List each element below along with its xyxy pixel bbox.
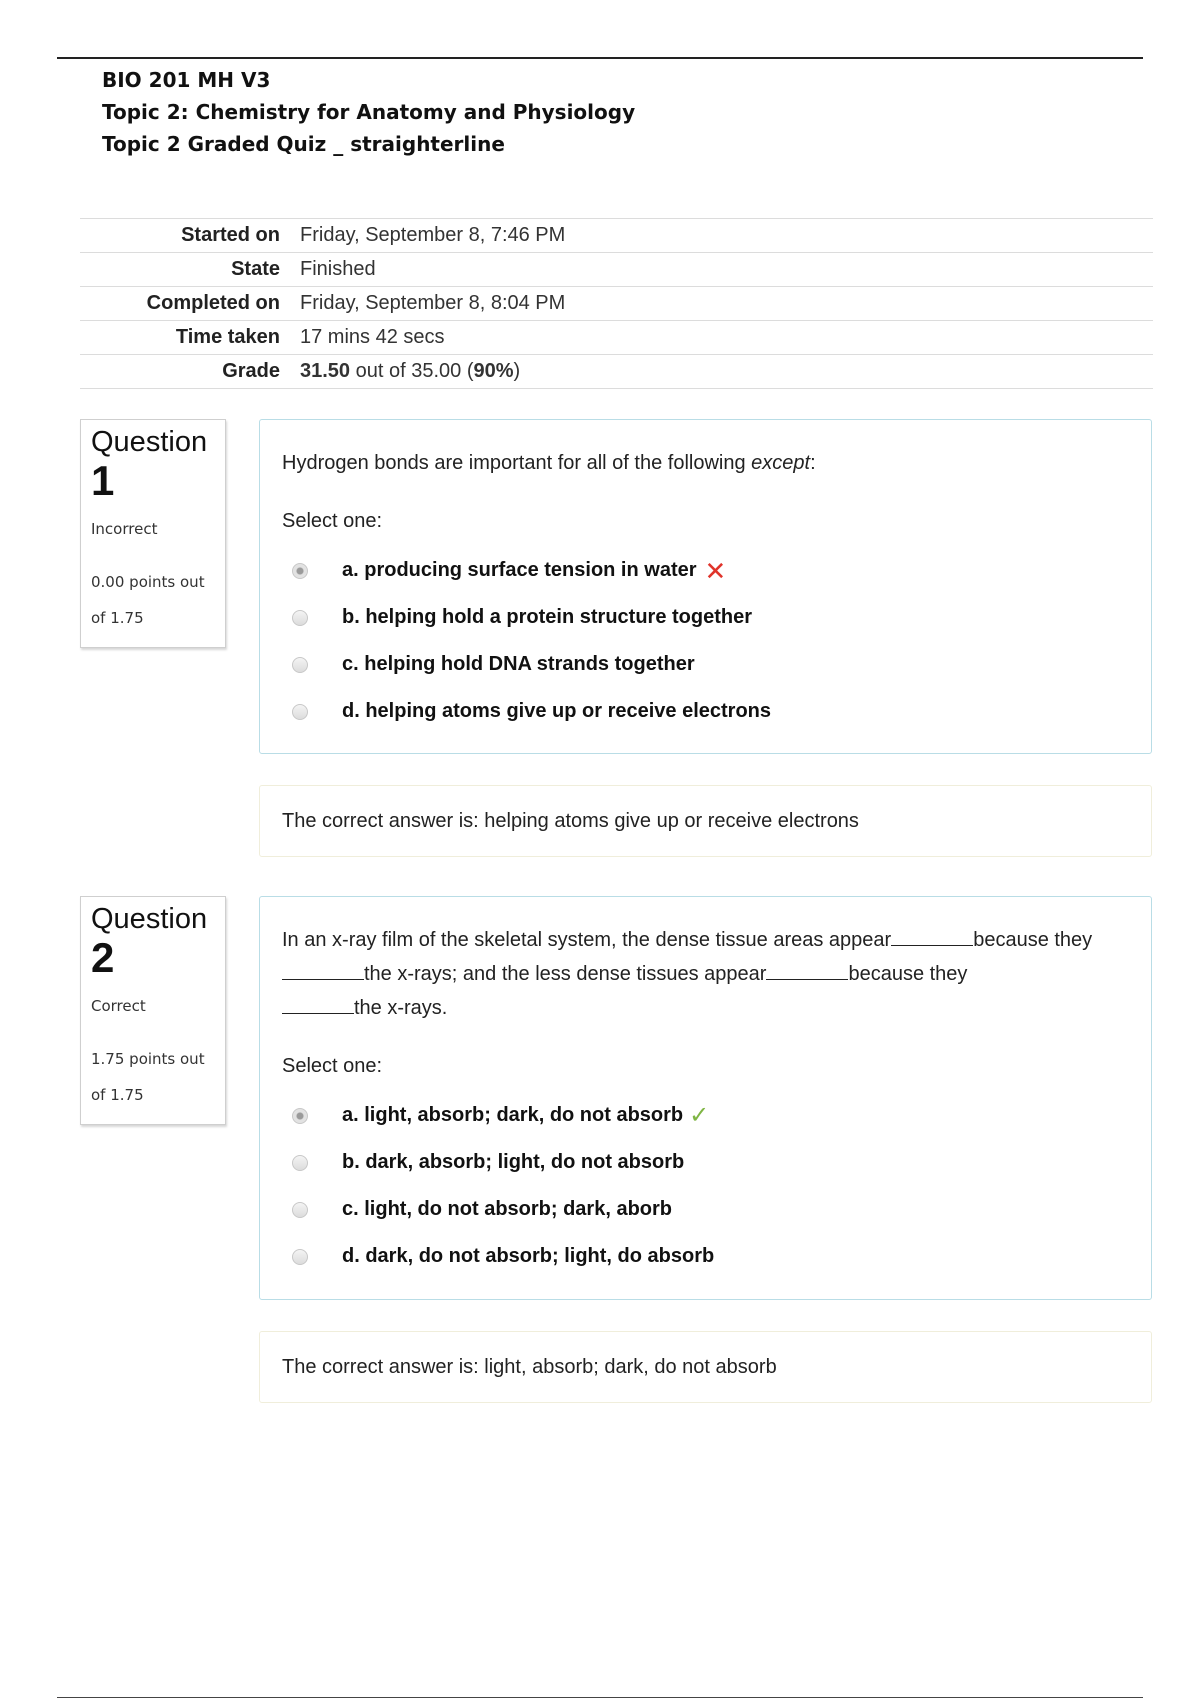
summary-row-started [80, 219, 1153, 253]
option-label: b. dark, absorb; light, do not absorb [342, 1151, 685, 1173]
question-2-number: 2 [91, 934, 115, 981]
blank-line [282, 959, 364, 980]
radio-button[interactable] [292, 1108, 308, 1124]
question-1-text [282, 446, 1129, 480]
top-rule [57, 57, 1143, 59]
blank-line [282, 993, 354, 1014]
option-label: b. helping hold a protein structure together [342, 606, 753, 628]
question-2-option-c[interactable] [282, 1186, 1129, 1233]
question-2-info [80, 896, 226, 1125]
question-1-text-main: Hydrogen bonds are important for all of the following [282, 452, 752, 474]
question-1-option-a[interactable] [282, 547, 1129, 594]
completed-value: Friday, September 8, 8:04 PM [300, 287, 1153, 321]
option-label: a. producing surface tension in water [342, 559, 697, 581]
question-2-word: Question [91, 903, 208, 935]
grade-out-of: out of 35.00 ( [350, 360, 474, 382]
grade-score: 31.50 [300, 360, 351, 382]
x-icon: ✕ [704, 555, 727, 586]
question-1-word: Question [91, 426, 208, 458]
question-2-prompt: Select one: [282, 1055, 383, 1077]
grade-percent: 90% [473, 360, 514, 382]
course-title: BIO 201 MH V3 [102, 68, 271, 92]
summary-row-completed [80, 287, 1153, 321]
document-header [102, 64, 635, 160]
question-1-text-end: : [810, 452, 816, 474]
question-1-option-d[interactable] [282, 688, 1129, 735]
question-2-feedback: The correct answer is: light, absorb; dark, do not absorb [259, 1331, 1152, 1403]
option-label: c. helping hold DNA strands together [342, 653, 695, 675]
question-2-option-a[interactable] [282, 1092, 1129, 1139]
question-1-number: 1 [91, 457, 115, 504]
completed-label: Completed on [80, 287, 300, 321]
option-label: c. light, do not absorb; dark, aborb [342, 1198, 673, 1220]
question-2-text-part5: the x-rays. [354, 997, 448, 1019]
option-label: a. light, absorb; dark, do not absorb [342, 1104, 684, 1126]
grade-value [300, 355, 1153, 389]
question-1-content [259, 419, 1152, 754]
question-1-points: 0.00 points out of 1.75 [91, 573, 205, 627]
check-icon: ✓ [689, 1102, 710, 1129]
attempt-summary-table [80, 218, 1153, 389]
radio-button[interactable] [292, 704, 308, 720]
state-value: Finished [300, 253, 1153, 287]
question-2-options [282, 1092, 1129, 1280]
question-2-text [282, 923, 1129, 1025]
question-2-option-d[interactable] [282, 1233, 1129, 1280]
question-2-text-part4: because they [848, 963, 968, 985]
question-1-feedback: The correct answer is: helping atoms give up or receive electrons [259, 785, 1152, 857]
question-1-option-b[interactable] [282, 594, 1129, 641]
question-2-state: Correct [91, 997, 146, 1015]
topic-title: Topic 2: Chemistry for Anatomy and Physiology [102, 100, 636, 124]
radio-button[interactable] [292, 657, 308, 673]
question-1-state: Incorrect [91, 520, 158, 538]
radio-button[interactable] [292, 563, 308, 579]
time-taken-label: Time taken [80, 321, 300, 355]
summary-row-grade [80, 355, 1153, 389]
blank-line [891, 925, 973, 946]
grade-label: Grade [80, 355, 300, 389]
question-2-text-part1: In an x-ray film of the skeletal system, the dense tissue areas appear [282, 929, 892, 951]
option-label: d. dark, do not absorb; light, do absorb [342, 1245, 715, 1267]
quiz-title: Topic 2 Graded Quiz _ straighterline [102, 132, 505, 156]
summary-row-state [80, 253, 1153, 287]
question-2-option-b[interactable] [282, 1139, 1129, 1186]
summary-row-time [80, 321, 1153, 355]
radio-button[interactable] [292, 1155, 308, 1171]
time-taken-value: 17 mins 42 secs [300, 321, 1153, 355]
state-label: State [80, 253, 300, 287]
started-value: Friday, September 8, 7:46 PM [300, 219, 1153, 253]
radio-button[interactable] [292, 1249, 308, 1265]
radio-button[interactable] [292, 1202, 308, 1218]
bottom-rule [57, 1697, 1143, 1698]
started-label: Started on [80, 219, 300, 253]
question-2-content [259, 896, 1152, 1300]
question-2-text-part2: because they [973, 929, 1093, 951]
question-1-options [282, 547, 1129, 735]
question-2-points: 1.75 points out of 1.75 [91, 1050, 205, 1104]
grade-close: ) [513, 360, 521, 382]
question-1-text-emphasis: except [751, 452, 811, 474]
option-label: d. helping atoms give up or receive electrons [342, 700, 772, 722]
question-1-prompt: Select one: [282, 510, 383, 532]
question-1-info [80, 419, 226, 648]
question-1-option-c[interactable] [282, 641, 1129, 688]
radio-button[interactable] [292, 610, 308, 626]
blank-line [766, 959, 848, 980]
question-2-text-part3: the x-rays; and the less dense tissues appear [364, 963, 767, 985]
